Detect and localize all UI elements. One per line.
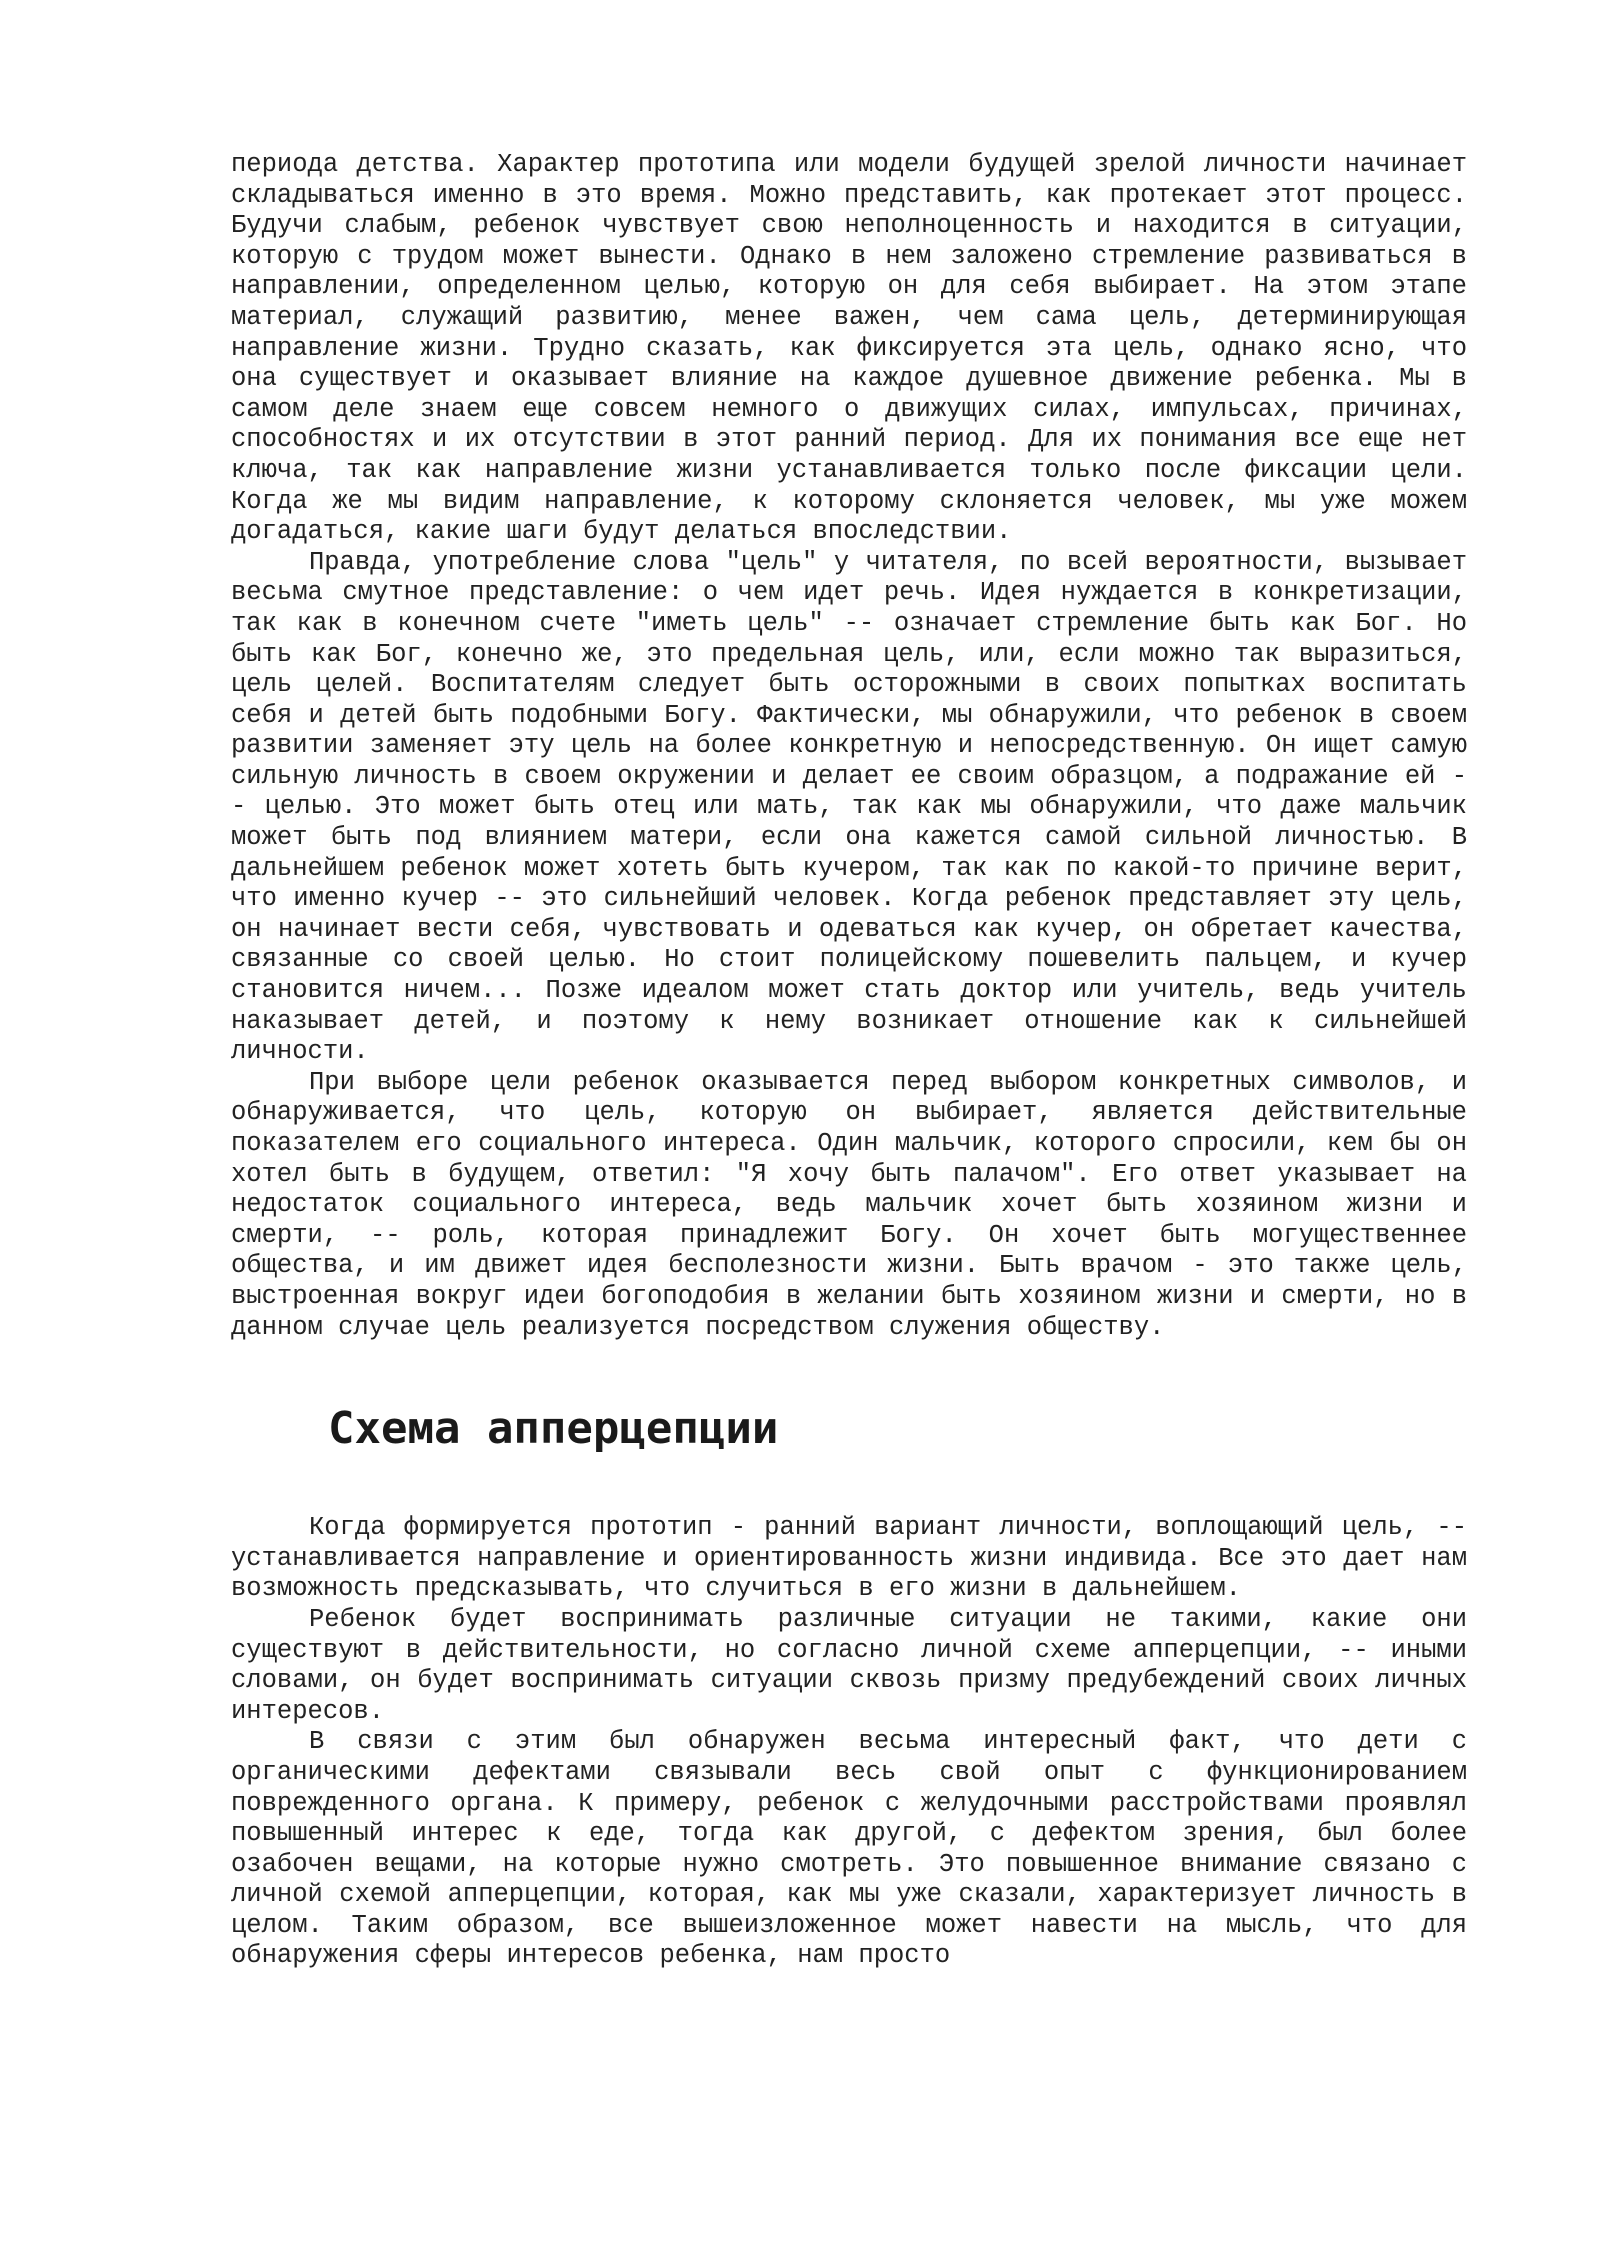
section-heading: Схема апперцепции bbox=[328, 1403, 779, 1455]
paragraph-5: Ребенок будет воспринимать различные ситуации не такими, какие они существуют в действительности, но согласно личной схеме апперцепции, -- иными словами, он будет воспринимать ситуации сквозь призму предубеждений своих личных интересов. bbox=[231, 1604, 1467, 1726]
text-column bbox=[231, 150, 1467, 1972]
paragraph-6: В связи с этим был обнаружен весьма интересный факт, что дети с органическими дефектами связывали весь свой опыт с функционированием поврежденного органа. К примеру, ребенок с желудочными расстройствами проявлял повышенный интерес к еде, тогда как другой, с дефектом зрения, был более озабочен вещами, на которые нужно смотреть. Это повышенное внимание связано с личной схемой апперцепции, которая, как мы уже сказали, характеризует личность в целом. Таким образом, все вышеизложенное может навести на мысль, что для обнаружения сферы интересов ребенка, нам просто bbox=[231, 1727, 1467, 1971]
paragraph-2: Правда, употребление слова "цель" у читателя, по всей вероятности, вызывает весьма смутное представление: о чем идет речь. Идея нуждается в конкретизации, так как в конечном счете "иметь цель" -- означает стремление быть как Бог. Но быть как Бог, конечно же, это предельная цель, или, если можно так выразиться, цель целей. Воспитателям следует быть осторожными в своих попытках воспитать себя и детей быть подобными Богу. Фактически, мы обнаружили, что ребенок в своем развитии заменяет эту цель на более конкретную и непосредственную. Он ищет самую сильную личность в своем окружении и делает ее своим образцом, а подражание ей -- целью. Это может быть отец или мать, так как мы обнаружили, что даже мальчик может быть под влиянием матери, если она кажется самой сильной личностью. В дальнейшем ребенок может хотеть быть кучером, так как по какой-то причине верит, что именно кучер -- это сильнейший человек. Когда ребенок представляет эту цель, он начинает вести себя, чувствовать и одеваться как кучер, он обретает качества, связанные со своей целью. Но стоит полицейскому пошевелить пальцем, и кучер становится ничем... Позже идеалом может стать доктор или учитель, ведь учитель наказывает детей, и поэтому к нему возникает отношение как к сильнейшей личности. bbox=[231, 547, 1467, 1067]
paragraph-3: При выборе цели ребенок оказывается перед выбором конкретных символов, и обнаруживается, что цель, которую он выбирает, является действительные показателем его социального интереса. Один мальчик, которого спросили, кем бы он хотел быть в будущем, ответил: "Я хочу быть палачом". Его ответ указывает на недостаток социального интереса, ведь мальчик хочет быть хозяином жизни и смерти, -- роль, которая принадлежит Богу. Он хочет быть могущественнее общества, и им движет идея бесполезности жизни. Быть врачом - это также цель, выстроенная вокруг идеи богоподобия в желании быть хозяином жизни и смерти, но в данном случае цель реализуется посредством служения обществу. bbox=[231, 1067, 1467, 1342]
paragraph-4: Когда формируется прототип - ранний вариант личности, воплощающий цель, -- устанавливается направление и ориентированность жизни индивида. Все это дает нам возможность предсказывать, что случиться в его жизни в дальнейшем. bbox=[231, 1513, 1467, 1604]
section-apperception bbox=[231, 1513, 1467, 1972]
paragraph-1: периода детства. Характер прототипа или модели будущей зрелой личности начинает складываться именно в это время. Можно представить, как протекает этот процесс. Будучи слабым, ребенок чувствует свою неполноценность и находится в ситуации, которую с трудом может вынести. Однако в нем заложено стремление развиваться в направлении, определенном целью, которую он для себя выбирает. На этом этапе материал, служащий развитию, менее важен, чем сама цель, детерминирующая направление жизни. Трудно сказать, как фиксируется эта цель, однако ясно, что она существует и оказывает влияние на каждое душевное движение ребенка. Мы в самом деле знаем еще совсем немного о движущих силах, импульсах, причинах, способностях и их отсутствии в этот ранний период. Для их понимания все еще нет ключа, так как направление жизни устанавливается только после фиксации цели. Когда же мы видим направление, к которому склоняется человек, мы уже можем догадаться, какие шаги будут делаться впоследствии. bbox=[231, 150, 1467, 547]
